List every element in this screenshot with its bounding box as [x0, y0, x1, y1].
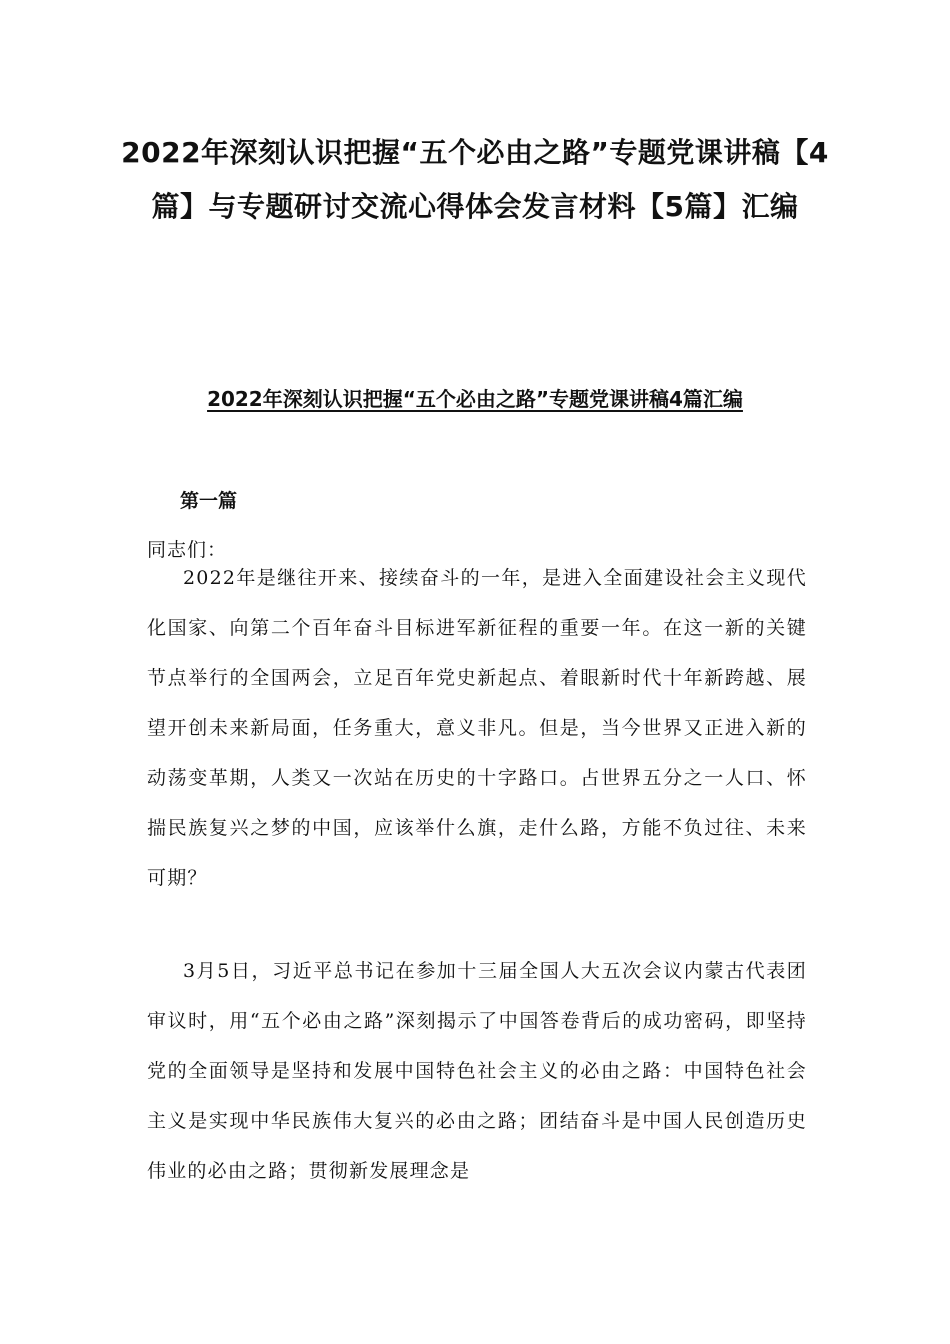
section-title: 2022年深刻认识把握“五个必由之路”专题党课讲稿4篇汇编 — [207, 387, 743, 411]
body-paragraph: 2022年是继往开来、接续奋斗的一年，是进入全面建设社会主义现代化国家、向第二个百年奋斗目标进军新征程的重要一年。在这一新的关键节点举行的全国两会，立足百年党史新起点、着眼新时代十年新跨越、展望开创未来新局面，任务重大，意义非凡。但是，当今世界又正进入新的动荡变革期，人类又一次站在历史的十字路口。占世界五分之一人口、怀揣民族复兴之梦的中国，应该举什么旗，走什么路，方能不负过往、未来可期？ — [147, 567, 807, 889]
chapter-title: 第一篇 — [180, 490, 238, 512]
salutation: 同志们： — [147, 539, 228, 561]
body-paragraph: 3月5日，习近平总书记在参加十三届全国人大五次会议内蒙古代表团审议时，用“五个必由之路”深刻揭示了中国答卷背后的成功密码，即坚持党的全面领导是坚持和发展中国特色社会主义的必由之路：中国特色社会主义是实现中华民族伟大复兴的必由之路；团结奋斗是中国人民创造历史伟业的必由之路；贯彻新发展理念是 — [147, 960, 807, 1182]
document-main-title: 2022年深刻认识把握“五个必由之路”专题党课讲稿【4篇】与专题研讨交流心得体会发言材料【5篇】汇编 — [121, 136, 829, 223]
